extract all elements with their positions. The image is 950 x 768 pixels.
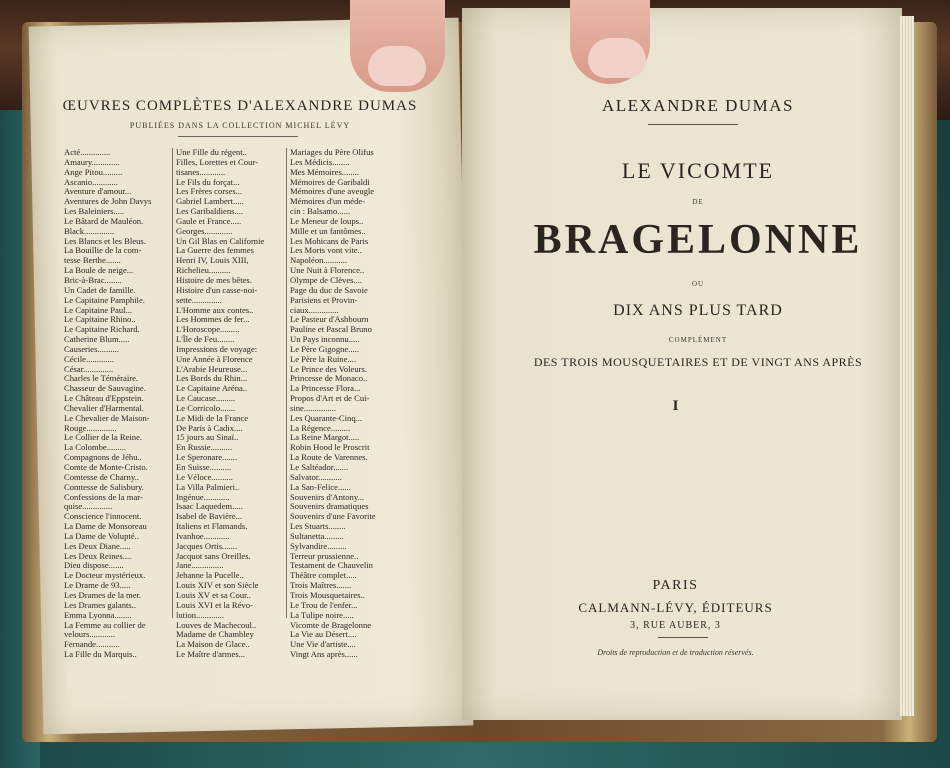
catalog-entry: Bric-à-Brac........ (64, 275, 122, 285)
catalog-entry: La Maison de Glace.. (176, 640, 250, 650)
catalog-entry: Une Nuit à Florence.. (290, 266, 365, 276)
catalog-entry: La Régence......... (290, 423, 351, 433)
complement-label: COMPLÉMENT (668, 336, 728, 344)
catalog-entry: Ingénue............ (176, 492, 230, 502)
catalog-entry: Georges............. (176, 226, 233, 236)
catalog-entry: Causeries.......... (64, 344, 119, 354)
catalog-entry: 15 jours au Sinaï.. (176, 433, 239, 443)
catalog-entry: La Fille du Marquis.. (64, 650, 137, 660)
catalog-entry: De Paris à Cadix.... (176, 423, 243, 433)
catalog-entry: Les Garibaldiens.... (176, 207, 244, 217)
catalog-entry: Louis XIV et son Siècle (176, 581, 259, 591)
city: PARIS (652, 578, 699, 593)
catalog-entry: Propos d'Art et de Cui- (290, 394, 370, 404)
catalog-entry: Charles le Téméraire. (64, 374, 139, 384)
book-subtitle: DIX ANS PLUS TARD (613, 302, 783, 319)
catalog-entry: Louis XVI et la Révo- (176, 600, 253, 610)
catalog-entry: L'Île de Feu........ (176, 335, 235, 345)
catalog-entry: Conscience l'innocent. (64, 512, 142, 522)
catalog-entry: Pauline et Pascal Bruno (290, 325, 372, 335)
catalog-entry: Louves de Machecoul.. (176, 620, 257, 630)
catalog-entry: Testament de Chauvelin (290, 561, 373, 571)
catalog-entry: Le Maître d'armes... (176, 650, 246, 660)
catalog-entry: Mes Mémoires........ (290, 167, 359, 177)
catalog-entry: Emma Lyonna........ (64, 610, 132, 620)
catalog-entry: Jehanne la Pucelle.. (176, 571, 244, 581)
catalog-entry: Isaac Laquedem..... (176, 502, 243, 512)
publisher-address: 3, RUE AUBER, 3 (630, 620, 721, 631)
catalog-entry: L'Homme aux contes.. (176, 305, 254, 315)
catalog-entry: tisanes............ (176, 167, 226, 177)
catalog-entry: Italiens et Flamands. (176, 522, 248, 532)
catalog-entry: lution............. (176, 610, 224, 620)
catalog-entry: La Boule de neige... (64, 266, 134, 276)
catalog-entry: Le Midi de la France (176, 413, 249, 423)
catalog-entry: Le Capitaine Rhino.. (64, 315, 136, 325)
catalog-entry: Amaury............. (64, 157, 120, 167)
catalog-entry: Le Capitaine Richard. (64, 325, 140, 335)
catalog-entry: Les Deux Reines.... (64, 551, 132, 561)
catalog-entry: Le Chevalier de Maison- (64, 413, 150, 423)
catalog-entry: Mille et un fantômes.. (290, 226, 366, 236)
catalog-entry: Isabel de Bavière... (176, 512, 243, 522)
catalog-entry: Le Bâtard de Mauléon. (64, 216, 144, 226)
catalog-entry: Le Meneur de loups.. (290, 216, 364, 226)
divider (658, 637, 708, 638)
catalog-entry: Les Baleiniers..... (64, 207, 125, 217)
catalog-entry: Sultanetta......... (290, 531, 344, 541)
catalog-column-2 (176, 148, 296, 660)
finger-left (350, 0, 445, 92)
catalog-entry: Terreur prussienne.. (290, 551, 359, 561)
catalog-entry: Ivanhoe............ (176, 531, 230, 541)
finger-right (570, 0, 650, 84)
catalog-entry: Trois Maîtres....... (290, 581, 352, 591)
catalog-entry: Le Trou de l'enfer... (290, 600, 358, 610)
catalog-entry: Les Bords du Rhin... (176, 374, 248, 384)
catalog-entry: Les Stuarts........ (290, 522, 346, 532)
catalog-entry: Le Fils du forçat... (176, 177, 240, 187)
catalog-entry: sette.............. (176, 295, 222, 305)
catalog-entry: Parisiens et Provin- (290, 295, 358, 305)
catalog-entry: velours............ (64, 630, 116, 640)
catalog-entry: Salvator........... (290, 472, 342, 482)
catalog-entry: Mémoires de Garibaldi (290, 177, 370, 187)
book-title: BRAGELONNE (533, 217, 863, 263)
catalog-entry: Les Drames de la mer. (64, 590, 142, 600)
catalog-entry: Un Gil Blas en Californie (176, 236, 265, 246)
catalog-entry: La San-Felice...... (290, 482, 351, 492)
catalog-entry: La Princesse Flora... (290, 384, 361, 394)
catalog-entry: Comte de Monte-Cristo. (64, 463, 148, 472)
catalog-entry: Les Morts vont vite.. (290, 246, 362, 256)
catalog-entry: Un Pays inconnu..... (290, 335, 360, 345)
catalog-entry: Jane............... (176, 561, 224, 571)
catalog-entry: Mémoires d'une aveugle (290, 187, 375, 197)
catalog-entry: Black.............. (64, 226, 115, 236)
catalog-entry: Souvenirs dramatiques (290, 502, 369, 512)
catalog-entry: Le Capitaine Pamphile. (64, 295, 145, 305)
complement-line: DES TROIS MOUSQUETAIRES ET DE VINGT ANS APRÈS (533, 355, 863, 369)
catalog-column-1 (64, 148, 184, 660)
catalog-entry: ciaux.............. (290, 305, 339, 315)
catalog-entry: La Route de Varennes. (290, 453, 368, 463)
catalog-entry: Le Pasteur d'Ashbourn (290, 315, 369, 325)
catalog-entry: Filles, Lorettes et Cour- (176, 157, 258, 167)
catalog-entry: La Guerre des femmes (176, 246, 255, 256)
catalog-entry: Aventures de John Davys (64, 197, 152, 207)
catalog-entry: Olympe de Clèves.... (290, 275, 363, 285)
catalog-entry: Les Frères corses... (176, 187, 243, 197)
catalog-entry: Princesse de Monaco.. (290, 374, 368, 384)
catalog-entry: Napoléon........... (290, 256, 348, 266)
catalog-entry: Ascanio............ (64, 177, 118, 187)
catalog-entry: Le Capitaine Paul... (64, 305, 133, 315)
catalog-entry: Chasseur de Sauvagine. (64, 384, 146, 394)
rights-notice: Droits de reproduction et de traduction réservés. (597, 648, 754, 657)
catalog-entry: Théâtre complet..... (290, 571, 357, 581)
catalog-entry: Robin Hood le Proscrit (290, 443, 370, 453)
catalog-entry: Ange Pitou......... (64, 167, 123, 177)
catalog-entry: tesse Berthe....... (64, 256, 121, 266)
catalog-entry: Le Corricolo....... (176, 403, 236, 413)
catalog-subtitle: PUBLIÉES DANS LA COLLECTION MICHEL LÉVY (129, 121, 351, 130)
catalog-title: ŒUVRES COMPLÈTES D'ALEXANDRE DUMAS (62, 98, 418, 114)
catalog-entry: Jacquot sans Oreilles. (176, 551, 251, 561)
catalog-entry: Le Père Gigogne..... (290, 344, 359, 354)
catalog-list (64, 148, 436, 660)
catalog-entry: Cécile............. (64, 354, 114, 364)
catalog-entry: cin : Balsamo...... (290, 207, 351, 217)
catalog-entry: Henri IV, Louis XIII, (176, 256, 249, 266)
catalog-entry: Les Deux Diane..... (64, 541, 131, 551)
catalog-entry: Les Drames galants.. (64, 600, 137, 610)
catalog-entry: La Vie au Désert.... (290, 630, 357, 640)
catalog-entry: Confessions de la mar- (64, 492, 143, 502)
catalog-entry: Dieu dispose....... (64, 561, 124, 571)
catalog-entry: Le Prince des Voleurs. (290, 364, 368, 374)
divider (648, 124, 738, 125)
catalog-entry: La Villa Palmieri.. (176, 482, 240, 492)
author-name: ALEXANDRE DUMAS (601, 96, 795, 115)
catalog-entry: Le Véloce.......... (176, 472, 233, 482)
catalog-entry: Les Blancs et les Bleus. (64, 236, 146, 246)
title-de: DE (692, 198, 704, 206)
catalog-entry: Le Capitaine Aréna.. (176, 384, 248, 394)
catalog-entry: quise.............. (64, 502, 113, 512)
catalog-entry: La Dame de Volupté.. (64, 531, 139, 541)
catalog-entry: Mariages du Père Olifus (290, 148, 374, 157)
catalog-entry: Le Père la Ruine.... (290, 354, 357, 364)
catalog-entry: Vingt Ans après...... (290, 650, 358, 660)
catalog-entry: Sylvandire......... (290, 541, 347, 551)
catalog-entry: Histoire de mes bêtes. (176, 275, 252, 285)
hand (330, 0, 660, 90)
catalog-entry: Une Vie d'artiste.... (290, 640, 356, 650)
title-line-1: LE VICOMTE (621, 158, 775, 183)
catalog-entry: Acté.............. (64, 148, 111, 157)
catalog-entry: La Bouillie de la com- (64, 246, 142, 256)
title-ou: OU (691, 280, 705, 288)
catalog-entry: Vicomte de Bragelonne (290, 620, 372, 630)
catalog-entry: Jacques Ortis....... (176, 541, 238, 551)
catalog-entry: Impressions de voyage: (176, 344, 258, 354)
catalog-entry: Aventure d'amour... (64, 187, 132, 197)
catalog-entry: Le Drame de 93..... (64, 581, 131, 591)
catalog-entry: Gabriel Lambert..... (176, 197, 244, 207)
catalog-entry: Mémoires d'un méde- (290, 197, 366, 207)
catalog-entry: Les Médicis........ (290, 157, 350, 167)
catalog-entry: En Russie.......... (176, 443, 233, 453)
catalog-entry: sine............... (290, 403, 337, 413)
catalog-entry: L'Horoscope......... (176, 325, 240, 335)
catalog-entry: La Dame de Monsoreau (64, 522, 147, 532)
catalog-entry: Histoire d'un casse-noi- (176, 285, 258, 295)
catalog-entry: Un Cadet de famille. (64, 285, 136, 295)
catalog-entry: Catherine Blum..... (64, 335, 130, 345)
catalog-entry: Une Fille du régent.. (176, 148, 247, 157)
divider (178, 136, 298, 137)
catalog-entry: Rouge.............. (64, 423, 117, 433)
catalog-entry: Les Mohicans de Paris (290, 236, 369, 246)
publisher: CALMANN-LÉVY, ÉDITEURS (578, 600, 773, 615)
catalog-entry: La Tulipe noire..... (290, 610, 354, 620)
catalog-entry: Compagnons de Jéhu.. (64, 453, 142, 463)
catalog-entry: Louis XV et sa Cour.. (176, 590, 251, 600)
catalog-entry: Le Saltéador....... (290, 463, 349, 472)
volume-number: I (672, 398, 679, 414)
catalog-entry: La Reine Margot..... (290, 433, 360, 443)
catalog-entry: La Colombe......... (64, 443, 127, 453)
catalog-entry: Souvenirs d'une Favorite (290, 512, 376, 522)
catalog-entry: En Suisse.......... (176, 463, 232, 472)
catalog-entry: Le Collier de la Reine. (64, 433, 143, 443)
catalog-column-3 (290, 148, 410, 660)
catalog-entry: Richelieu.......... (176, 266, 231, 276)
catalog-entry: Comtesse de Salisbury. (64, 482, 144, 492)
catalog-entry: Les Quarante-Cinq... (290, 413, 363, 423)
catalog-entry: Chevalier d'Harmental. (64, 403, 144, 413)
catalog-entry: L'Arabie Heureuse... (176, 364, 248, 374)
catalog-entry: César.............. (64, 364, 114, 374)
catalog-entry: Les Hommes de fer... (176, 315, 250, 325)
catalog-entry: Trois Mousquetaires.. (290, 590, 365, 600)
catalog-entry: Le Caucase......... (176, 394, 236, 404)
catalog-entry: Le Docteur mystérieux. (64, 571, 146, 581)
catalog-entry: Le Speronare....... (176, 453, 238, 463)
catalog-entry: Page du duc de Savoie (290, 285, 368, 295)
catalog-entry: Madame de Chambley (176, 630, 254, 640)
catalog-entry: Fernande........... (64, 640, 120, 650)
catalog-entry: Une Année à Florence (176, 354, 253, 364)
catalog-entry: Gaule et France..... (176, 216, 242, 226)
catalog-entry: Le Château d'Eppstein. (64, 394, 144, 404)
catalog-entry: Comtesse de Charny.. (64, 472, 139, 482)
catalog-entry: Souvenirs d'Antony... (290, 492, 365, 502)
catalog-entry: La Femme au collier de (64, 620, 146, 630)
